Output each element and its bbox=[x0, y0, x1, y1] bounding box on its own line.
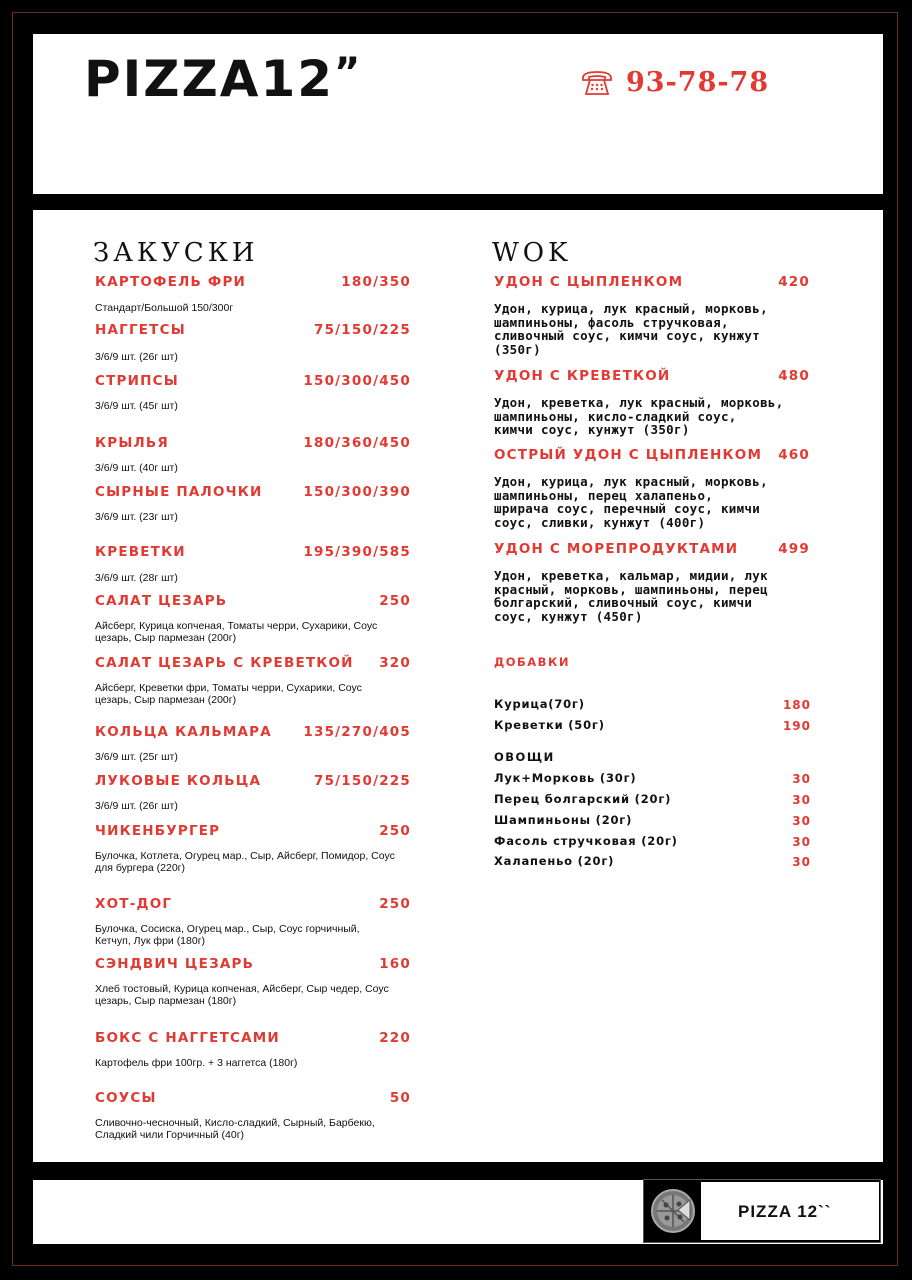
logo-text: PIZZA12 bbox=[84, 50, 335, 108]
menu-item-desc: 3/6/9 шт. (23г шт) bbox=[95, 511, 178, 523]
pizza-icon bbox=[650, 1186, 696, 1236]
wok-item-desc: шампиньоны, перец халапеньо, bbox=[494, 487, 714, 503]
logo-quote: ” bbox=[334, 50, 363, 96]
menu-item-desc: для бургера (220г) bbox=[95, 862, 185, 874]
menu-item-desc: 3/6/9 шт. (25г шт) bbox=[95, 751, 178, 763]
menu-item-desc: Сливочно-чесночный, Кисло-сладкий, Сырный, Барбекю, bbox=[95, 1117, 375, 1129]
menu-item-name: САЛАТ ЦЕЗАРЬ bbox=[95, 593, 228, 609]
menu-item-price: 320 bbox=[379, 655, 411, 671]
addition-name: Курица(70г) bbox=[494, 697, 585, 711]
phone-number[interactable]: 93-78-78 bbox=[626, 67, 770, 98]
footer-logo-text: PIZZA 12`` bbox=[738, 1202, 832, 1221]
menu-item-desc: Булочка, Сосиска, Огурец мар., Сыр, Соус горчичный, bbox=[95, 923, 360, 935]
menu-item-desc: Булочка, Котлета, Огурец мар., Сыр, Айсберг, Помидор, Соус bbox=[95, 850, 395, 862]
menu-item-desc: цезарь, Сыр пармезан (180г) bbox=[95, 995, 237, 1007]
menu-item-desc: Айсберг, Курица копченая, Томаты черри, Сухарики, Соус bbox=[95, 620, 378, 632]
wok-item-desc: (350г) bbox=[494, 341, 541, 357]
wok-item-price: 460 bbox=[778, 447, 810, 463]
menu-item-name: КРЕВЕТКИ bbox=[95, 544, 186, 560]
menu-item-price: 250 bbox=[379, 896, 411, 912]
menu-item-price: 250 bbox=[379, 593, 411, 609]
addition-price: 180 bbox=[782, 698, 811, 712]
wok-item-desc: Удон, креветка, лук красный, морковь, bbox=[494, 395, 784, 410]
menu-item-desc: 3/6/9 шт. (26г шт) bbox=[95, 800, 178, 812]
menu-item-price: 135/270/405 bbox=[303, 724, 411, 740]
menu-item-desc: цезарь, Сыр пармезан (200г) bbox=[95, 694, 237, 706]
menu-item-name: КОЛЬЦА КАЛЬМАРА bbox=[95, 724, 272, 740]
menu-item-name: КРЫЛЬЯ bbox=[95, 435, 170, 451]
vegetable-price: 30 bbox=[792, 772, 811, 786]
vegetable-price: 30 bbox=[792, 835, 811, 849]
wok-item-desc: шампиньоны, кисло-сладкий соус, bbox=[494, 408, 737, 424]
vegetable-name: Лук+Морковь (30г) bbox=[494, 771, 637, 785]
snacks-title: ЗАКУСКИ bbox=[93, 238, 259, 268]
menu-item-desc: Кетчуп, Лук фри (180г) bbox=[95, 935, 206, 947]
wok-item-name: УДОН С МОРЕПРОДУКТАМИ bbox=[494, 541, 739, 557]
menu-panel bbox=[33, 210, 883, 1162]
menu-item-desc: Стандарт/Большой 150/300г bbox=[95, 302, 234, 314]
menu-item-price: 150/300/450 bbox=[303, 373, 411, 389]
addition-name: Креветки (50г) bbox=[494, 718, 605, 732]
wok-item-price: 480 bbox=[778, 368, 810, 384]
menu-item-desc: Айсберг, Креветки фри, Томаты черри, Сухарики, Соус bbox=[95, 682, 362, 694]
telephone-icon bbox=[580, 69, 614, 97]
menu-item-name: ЛУКОВЫЕ КОЛЬЦА bbox=[95, 773, 262, 789]
wok-item-name: УДОН С КРЕВЕТКОЙ bbox=[494, 368, 671, 384]
wok-item-desc: Удон, курица, лук красный, морковь, bbox=[494, 474, 768, 489]
additions-title: ДОБАВКИ bbox=[494, 655, 570, 669]
menu-item-name: БОКС С НАГГЕТСАМИ bbox=[95, 1030, 280, 1046]
menu-item-desc: цезарь, Сыр пармезан (200г) bbox=[95, 632, 237, 644]
menu-item-desc: 3/6/9 шт. (45г шт) bbox=[95, 400, 178, 412]
wok-title: WOK bbox=[492, 238, 572, 268]
wok-item-desc: болгарский, сливочный соус, кимчи bbox=[494, 595, 753, 610]
wok-item-desc: кимчи соус, кунжут (350г) bbox=[494, 422, 690, 437]
menu-item-name: САЛАТ ЦЕЗАРЬ С КРЕВЕТКОЙ bbox=[95, 655, 354, 671]
menu-item-desc: 3/6/9 шт. (40г шт) bbox=[95, 462, 178, 474]
wok-item-desc: шампиньоны, фасоль стручковая, bbox=[494, 314, 729, 330]
vegetable-price: 30 bbox=[792, 793, 811, 807]
vegetable-name: Перец болгарский (20г) bbox=[494, 792, 672, 806]
menu-item-price: 75/150/225 bbox=[313, 322, 411, 338]
wok-item-price: 499 bbox=[778, 541, 810, 557]
vegetables-title: ОВОЩИ bbox=[494, 750, 555, 764]
menu-item-price: 150/300/390 bbox=[303, 484, 411, 500]
wok-item-desc: сливочный соус, кимчи соус, кунжут bbox=[494, 328, 761, 343]
vegetable-name: Шампиньоны (20г) bbox=[494, 813, 633, 827]
menu-item-price: 180/360/450 bbox=[303, 435, 411, 451]
menu-item-price: 75/150/225 bbox=[313, 773, 411, 789]
wok-item-desc: Удон, креветка, кальмар, мидии, лук bbox=[494, 568, 768, 583]
wok-item-desc: Удон, курица, лук красный, морковь, bbox=[494, 301, 768, 316]
wok-item-desc: соус, кунжут (450г) bbox=[494, 608, 643, 624]
menu-item-desc: 3/6/9 шт. (28г шт) bbox=[95, 572, 178, 584]
wok-item-name: УДОН С ЦЫПЛЕНКОМ bbox=[494, 274, 684, 290]
menu-item-price: 160 bbox=[379, 956, 411, 972]
menu-item-price: 180/350 bbox=[341, 274, 411, 290]
phone-block bbox=[580, 68, 769, 97]
vegetable-name: Фасоль стручковая (20г) bbox=[494, 834, 678, 848]
vegetable-price: 30 bbox=[792, 814, 811, 828]
menu-item-price: 220 bbox=[379, 1030, 411, 1046]
menu-item-name: СТРИПСЫ bbox=[95, 373, 179, 389]
logo bbox=[84, 50, 363, 108]
menu-item-name: СЫРНЫЕ ПАЛОЧКИ bbox=[95, 484, 263, 500]
wok-item-desc: шрирача соус, перечный соус, кимчи bbox=[494, 501, 761, 516]
menu-item-name: ЧИКЕНБУРГЕР bbox=[95, 823, 221, 839]
menu-item-name: ХОТ-ДОГ bbox=[95, 896, 173, 912]
wok-item-desc: красный, морковь, шампиньоны, перец bbox=[494, 581, 768, 597]
menu-item-desc: Хлеб тостовый, Курица копченая, Айсберг, Сыр чедер, Соус bbox=[95, 983, 389, 995]
menu-item-price: 195/390/585 bbox=[303, 544, 411, 560]
menu-item-desc: Картофель фри 100гр. + 3 наггетса (180г) bbox=[95, 1057, 298, 1069]
vegetable-price: 30 bbox=[792, 855, 811, 869]
menu-item-desc: Сладкий чили Горчичный (40г) bbox=[95, 1129, 245, 1141]
vegetable-name: Халапеньо (20г) bbox=[494, 854, 615, 868]
menu-item-name: КАРТОФЕЛЬ ФРИ bbox=[95, 274, 247, 290]
menu-item-price: 250 bbox=[379, 823, 411, 839]
menu-item-name: СОУСЫ bbox=[95, 1090, 157, 1106]
menu-item-price: 50 bbox=[389, 1090, 411, 1106]
wok-item-desc: соус, сливки, кунжут (400г) bbox=[494, 514, 706, 530]
wok-item-price: 420 bbox=[778, 274, 810, 290]
menu-item-desc: 3/6/9 шт. (26г шт) bbox=[95, 351, 178, 363]
wok-item-name: ОСТРЫЙ УДОН С ЦЫПЛЕНКОМ bbox=[494, 447, 763, 463]
menu-item-name: СЭНДВИЧ ЦЕЗАРЬ bbox=[95, 956, 255, 972]
addition-price: 190 bbox=[782, 719, 811, 733]
menu-item-name: НАГГЕТСЫ bbox=[95, 322, 186, 338]
